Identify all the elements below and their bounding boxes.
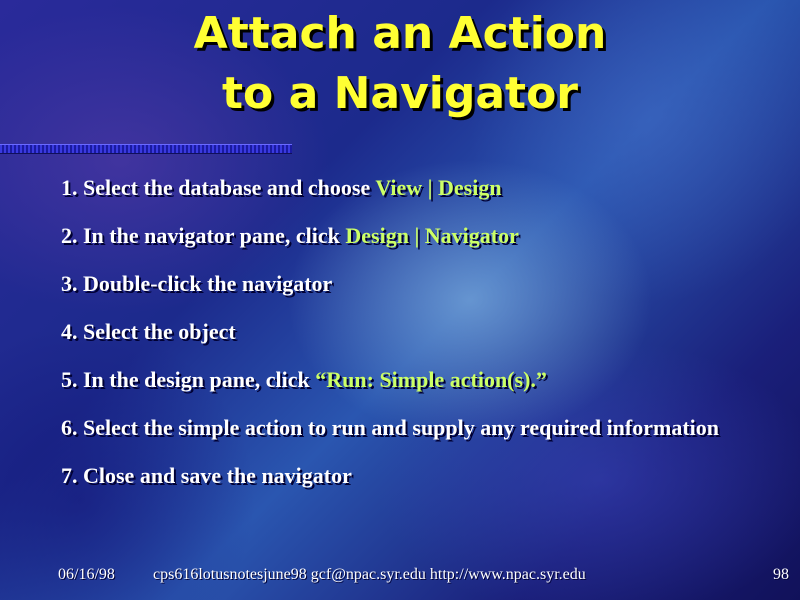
step-7 <box>61 460 781 492</box>
step-2 <box>61 220 781 252</box>
steps-list <box>61 172 781 508</box>
footer-page-number: 98 <box>773 566 789 583</box>
step-3 <box>61 268 781 300</box>
footer-course-info: cps616lotusnotesjune98 gcf@npac.syr.edu http://www.npac.syr.edu <box>153 566 586 583</box>
step-1 <box>61 172 781 204</box>
slide-title-line-1: Attach an Action <box>193 8 607 59</box>
slide-title-line-2: to a Navigator <box>221 68 579 119</box>
step-text: 7. Close and save the navigator <box>61 463 352 488</box>
step-highlight: “Run: Simple action(s).” <box>315 367 547 392</box>
footer-date: 06/16/98 <box>58 566 115 583</box>
step-text: 2. In the navigator pane, click <box>61 223 346 248</box>
slide-title <box>0 4 800 124</box>
step-4 <box>61 316 781 348</box>
step-text: 3. Double-click the navigator <box>61 271 333 296</box>
step-text: 6. Select the simple action to run and supply any required information <box>61 415 720 440</box>
step-6 <box>61 412 781 444</box>
step-text: 1. Select the database and choose <box>61 175 376 200</box>
step-highlight: Design | Navigator <box>345 223 519 248</box>
step-text: 4. Select the object <box>61 319 236 344</box>
step-5 <box>61 364 781 396</box>
title-divider <box>0 144 292 154</box>
step-highlight: View | Design <box>375 175 502 200</box>
step-text: 5. In the design pane, click <box>61 367 316 392</box>
